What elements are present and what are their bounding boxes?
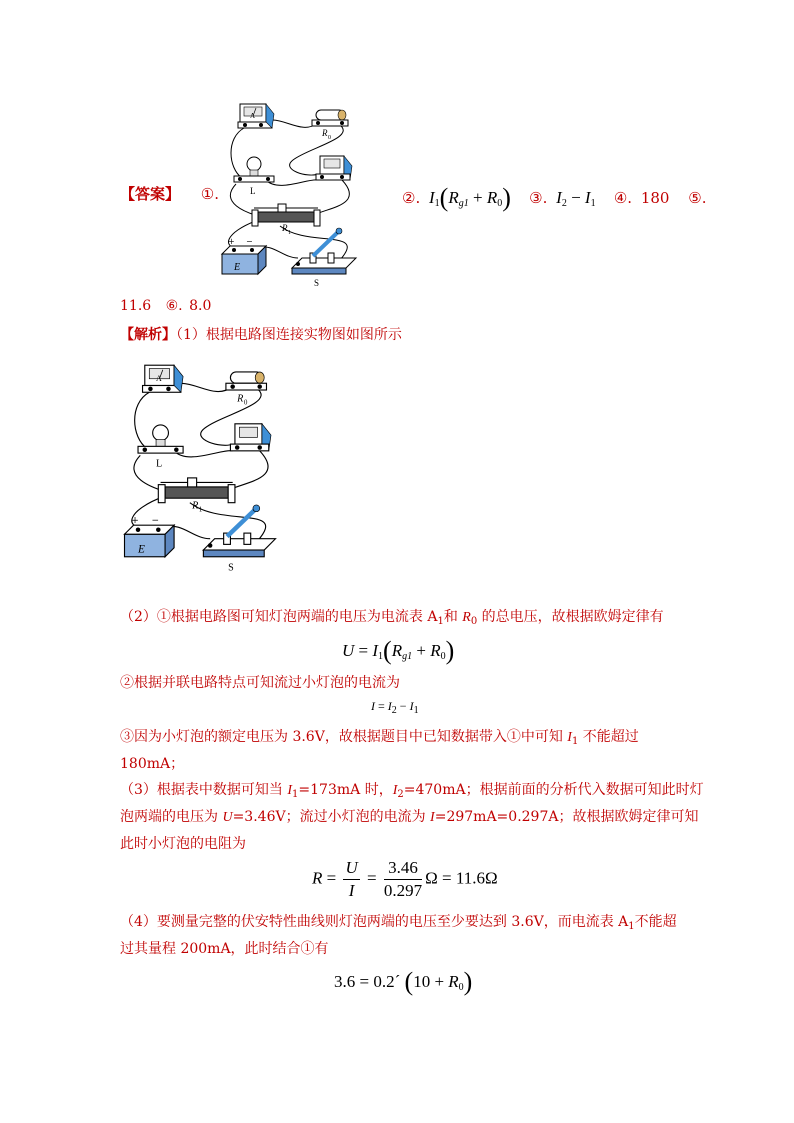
label-r0: R [322,128,328,138]
answer-value-6: 8.0 [189,298,212,314]
analysis-p7: 此时小灯泡的电阻为 [120,836,246,852]
label-r0: R [237,393,244,405]
label-rheostat: R [282,223,288,233]
circuit-diagram-analysis [120,358,280,573]
label-rheostat-sub: 1 [198,506,203,514]
label-lamp: L [156,458,163,470]
label-ammeter: A [250,112,256,120]
answer-item-4: ④. [613,189,633,207]
label-rheostat-sub: 1 [288,230,291,236]
rheostat-icon [158,478,235,503]
label-r0-sub: 0 [243,399,248,407]
label-r0-sub: 0 [328,135,331,141]
ammeter-icon [238,104,274,128]
analysis-p9: 过其量程 200mA，此时结合①有 [120,941,329,957]
analysis-heading [120,324,402,346]
answer-item-5: ⑤. [688,189,707,207]
wire [231,128,244,178]
ammeter-icon [230,424,271,451]
answer-value-5: 11.6 [120,298,152,314]
answer-formula-2: $I_1(R_{g1} + R_0)$ [429,183,511,212]
answer-label [120,183,219,204]
circuit-diagram-answer [218,98,360,288]
analysis-p3: ②根据并联电路特点可知流过小灯泡的电流为 [120,675,400,691]
label-lamp: L [250,186,256,196]
analysis-p6: 泡两端的电压为 U=3.46V；流过小灯泡的电流为 I=297mA=0.297A；故根据欧姆定律可知 [120,809,699,825]
label-plus: + [131,515,139,526]
lamp-icon [138,425,183,453]
answer-item-3: ③. [529,189,548,207]
label-battery: E [234,262,241,273]
label-switch: S [228,562,234,573]
label-battery: E [138,543,145,556]
battery-icon [222,246,266,274]
label-rheostat: R [192,500,199,512]
equation-range: 3.6 = 0.2´ $(10 + R_0)$ [334,967,473,996]
equation-ohm: $U = I_1(R_{g1} + R_0)$ [342,636,455,665]
answer-items-row [402,183,706,213]
analysis-p2: （2）①根据电路图可知灯泡两端的电压为电流表 $A_1$和 $R_0$ 的总电压，故根据欧姆定律有 [120,609,664,627]
analysis-p8: （4）要测量完整的伏安特性曲线则灯泡两端的电压至少要达到 3.6V，而电流表 $A_1$不能超 [120,914,677,932]
answer-value-4: 180 [640,189,670,207]
answer-formula-3: $I_2 - I_1$ [556,188,596,209]
answer-continued [120,298,211,314]
label-plus: + [228,237,235,246]
analysis-p5: （3）根据表中数据可知当 $I_1=173mA$ 时，$I_2=470mA$；根据前面的分析代入数据可知此时灯 [120,782,704,800]
battery-icon [125,525,175,557]
ammeter-icon [143,365,184,392]
analysis-p4-cont: 180mA； [120,756,185,772]
label-minus: − [151,515,160,526]
equation-current: $I = I_2 - I_1$ [371,699,419,716]
analysis-p4: ③因为小灯泡的额定电压为 3.6V，故根据题目中已知数据带入①中可知 $I_1$ 不能超过 [120,729,639,747]
analysis-tag: 【解析】 [120,327,176,343]
answer-tag: 【答案】 [120,185,181,203]
resistor-r0-icon [226,372,267,390]
label-ammeter: A [156,373,162,383]
analysis-p1: （1）根据电路图连接实物图如图所示 [176,327,402,343]
resistor-r0-icon [312,110,348,126]
equation-resistance: R = $\frac{U}{I}$ = $\frac{3.46}{0.297}$ Ω = 11.6Ω [312,858,498,900]
answer-item-6: ⑥. [165,298,183,314]
label-minus: − [246,237,253,246]
wire [135,392,150,448]
answer-item-2: ②. [402,189,421,207]
label-switch: S [314,278,320,288]
ammeter-icon [316,156,352,180]
lamp-icon [234,157,274,182]
answer-item-1: ①. [200,185,220,203]
